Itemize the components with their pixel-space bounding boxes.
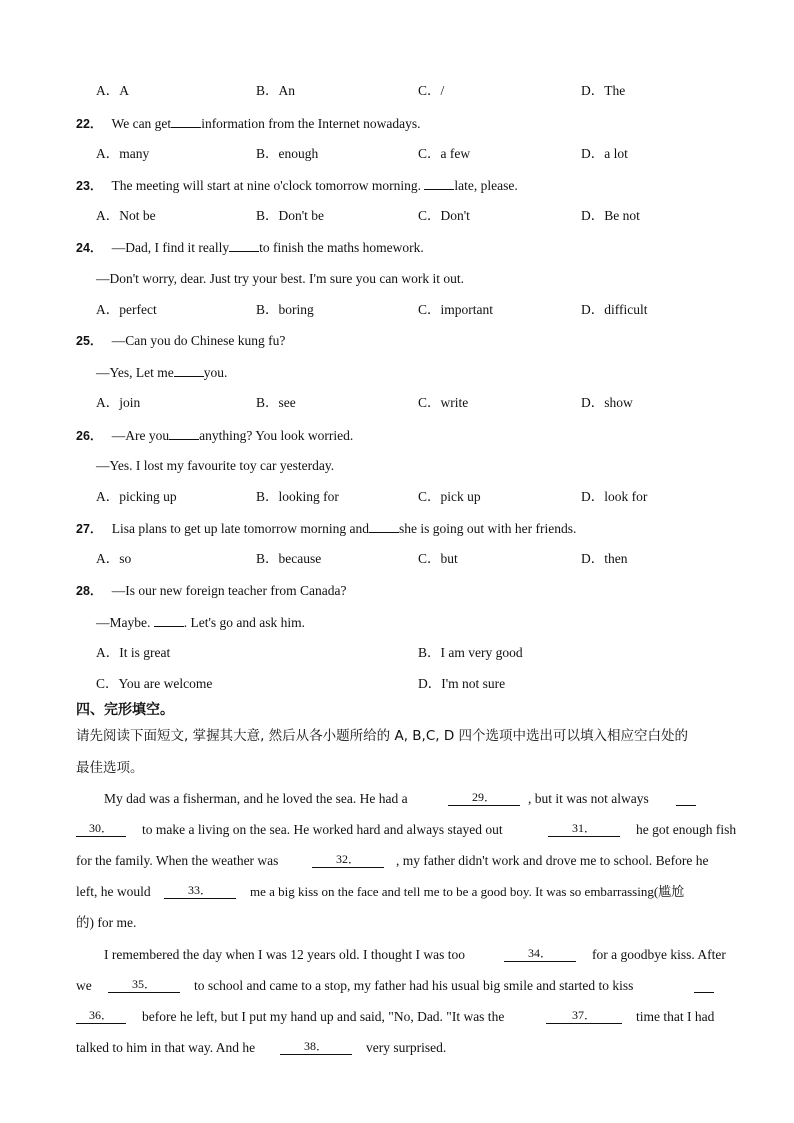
q27-option-c[interactable]: C．but [418,551,458,566]
q23-options [0,206,794,226]
q22-option-d[interactable]: D．a lot [581,146,628,161]
blank-30-start [676,789,696,806]
q22-blank [171,113,201,128]
q27-number: 27． [76,522,103,536]
passage-p1-line2 [0,820,794,840]
q26-option-b[interactable]: B．looking for [256,489,339,504]
q24-blank [229,237,259,252]
passage-p1-l1a: My dad was a fisherman, and he loved the sea. He had a [104,791,408,806]
blank-32[interactable]: 32． [312,851,384,868]
passage-p1-l2a: to make a living on the sea. He worked hard and always stayed out [142,822,503,837]
passage-p2-l3a: before he left, but I put my hand up and said, "No, Dad. "It was the [142,1009,505,1024]
passage-p2-line4 [0,1038,794,1058]
blank-35[interactable]: 35． [108,976,180,993]
q24-option-c[interactable]: C．important [418,302,493,317]
q28-options-row1 [0,643,794,663]
q28-reply [0,612,794,632]
passage-p2-l3b: time that I had [636,1009,715,1024]
blank-36[interactable]: 36． [76,1007,126,1024]
q25-text: —Can you do Chinese kung fu? [111,333,286,348]
passage-p1-line3 [0,851,794,871]
q23-blank [424,175,454,190]
passage-p1-l3a: for the family. When the weather was [76,853,279,868]
q21-option-a[interactable]: A．A [96,83,129,98]
q25-option-a[interactable]: A．join [96,395,141,410]
q25-blank [174,362,204,377]
section4-header [0,700,794,720]
q26-options [0,487,794,507]
passage-p1-line4 [0,882,794,902]
q24-option-b[interactable]: B．boring [256,302,314,317]
q27-option-d[interactable]: D．then [581,551,628,566]
q28-blank [154,612,184,627]
passage-p2-l4b: very surprised. [366,1040,447,1055]
q28-option-c[interactable]: C．You are welcome [96,676,213,691]
q25-option-d[interactable]: D．show [581,395,633,410]
q27-option-b[interactable]: B．because [256,551,322,566]
q28-line2-a: —Maybe. [96,615,154,630]
blank-31[interactable]: 31． [548,820,620,837]
q23-option-b[interactable]: B．Don't be [256,208,325,223]
q21-option-b[interactable]: B．An [256,83,296,98]
q25-line2-b: you. [203,365,228,380]
q22-option-c[interactable]: C．a few [418,146,471,161]
passage-p2-l1a: I remembered the day when I was 12 years old. I thought I was too [104,947,466,962]
q22-text-a: We can get [111,116,172,131]
passage-p1-l1b: , but it was not always [528,791,649,806]
blank-37[interactable]: 37． [546,1007,622,1024]
q27-option-a[interactable]: A．so [96,551,132,566]
q25-reply [0,362,794,382]
q21-option-c[interactable]: C．/ [418,83,445,98]
q25-option-c[interactable]: C．write [418,395,469,410]
q24-number: 24． [76,241,103,255]
q28-option-b[interactable]: B．I am very good [418,645,523,660]
q25-options [0,393,794,413]
q26-stem [0,425,794,445]
passage-p1-l2b: he got enough fish [636,822,737,837]
q27-text-b: she is going out with her friends. [398,521,577,536]
q22-option-b[interactable]: B．enough [256,146,319,161]
passage-p1-l4a: left, he would [76,884,151,899]
q21-option-d[interactable]: D．The [581,83,626,98]
q28-options-row2 [0,674,794,694]
passage-p2-line1 [0,945,794,965]
q24-option-a[interactable]: A．perfect [96,302,157,317]
q26-text-b: anything? You look worried. [199,428,354,443]
passage-p1-l5: 的) for me. [76,915,137,930]
q26-option-a[interactable]: A．picking up [96,489,177,504]
q22-option-a[interactable]: A．many [96,146,150,161]
q23-text-b: late, please. [454,178,518,193]
q23-stem [0,175,794,195]
q28-text: —Is our new foreign teacher from Canada? [111,583,347,598]
q24-option-d[interactable]: D．difficult [581,302,648,317]
blank-30[interactable]: 30． [76,820,126,837]
section4-instruction-2: 最佳选项。 [76,760,144,776]
q23-text-a: The meeting will start at nine o'clock tomorrow morning. [111,178,425,193]
q25-number: 25． [76,334,103,348]
passage-p1-line1 [0,789,794,809]
q24-reply [0,269,794,289]
q27-stem [0,518,794,538]
blank-33[interactable]: 33． [164,882,236,899]
q25-stem [0,331,794,351]
passage-p1-line5 [0,913,794,933]
q25-line2-a: —Yes, Let me [96,365,174,380]
q27-blank [369,518,399,533]
q22-text-b: information from the Internet nowadays. [201,116,421,131]
q26-option-d[interactable]: D．look for [581,489,648,504]
q26-option-c[interactable]: C．pick up [418,489,481,504]
q24-options [0,300,794,320]
q25-option-b[interactable]: B．see [256,395,296,410]
section4-instruction-line1 [0,726,794,746]
q22-number: 22． [76,117,103,131]
q24-text-a: —Dad, I find it really [111,240,230,255]
passage-p2-l4a: talked to him in that way. And he [76,1040,256,1055]
q24-stem [0,237,794,257]
q21-options [0,81,794,101]
passage-p2-line3 [0,1007,794,1027]
q22-options [0,144,794,164]
passage-p1-l4b: me a big kiss on the face and tell me to be a good boy. It was so embarrassing(尴尬 [250,884,685,899]
q23-number: 23． [76,179,103,193]
q28-line2-b: . Let's go and ask him. [183,615,306,630]
q26-number: 26． [76,429,103,443]
blank-29[interactable]: 29． [448,789,520,806]
section4-instruction-1: 请先阅读下面短文, 掌握其大意, 然后从各小题所给的 A, B,C, D 四个选项中选出可以填入相应空白处的 [76,728,689,744]
q26-text-a: —Are you [111,428,170,443]
q28-number: 28． [76,584,103,598]
q26-blank [169,425,199,440]
passage-p1-l3b: , my father didn't work and drove me to school. Before he [396,853,709,868]
q23-option-c[interactable]: C．Don't [418,208,470,223]
q26-reply [0,456,794,476]
passage-p2-l2a: we [76,978,92,993]
q24-text-b: to finish the maths homework. [259,240,424,255]
passage-p2-line2 [0,976,794,996]
section4-instruction-line2 [0,758,794,778]
q26-line2: —Yes. I lost my favourite toy car yesterday. [96,458,335,473]
q27-text-a: Lisa plans to get up late tomorrow morning and [111,521,369,536]
passage-p2-l2b: to school and came to a stop, my father had his usual big smile and started to kiss [194,978,634,993]
section4-title: 四、完形填空。 [76,702,174,718]
blank-36-start [694,976,714,993]
q28-option-a[interactable]: A．It is great [96,645,171,660]
q28-stem [0,581,794,601]
q24-line2: —Don't worry, dear. Just try your best. I'm sure you can work it out. [96,271,465,286]
q22-stem [0,113,794,133]
q28-option-d[interactable]: D．I'm not sure [418,676,506,691]
q23-option-d[interactable]: D．Be not [581,208,640,223]
passage-p2-l1b: for a goodbye kiss. After [592,947,726,962]
blank-34[interactable]: 34． [504,945,576,962]
q27-options [0,549,794,569]
blank-38[interactable]: 38． [280,1038,352,1055]
q23-option-a[interactable]: A．Not be [96,208,156,223]
